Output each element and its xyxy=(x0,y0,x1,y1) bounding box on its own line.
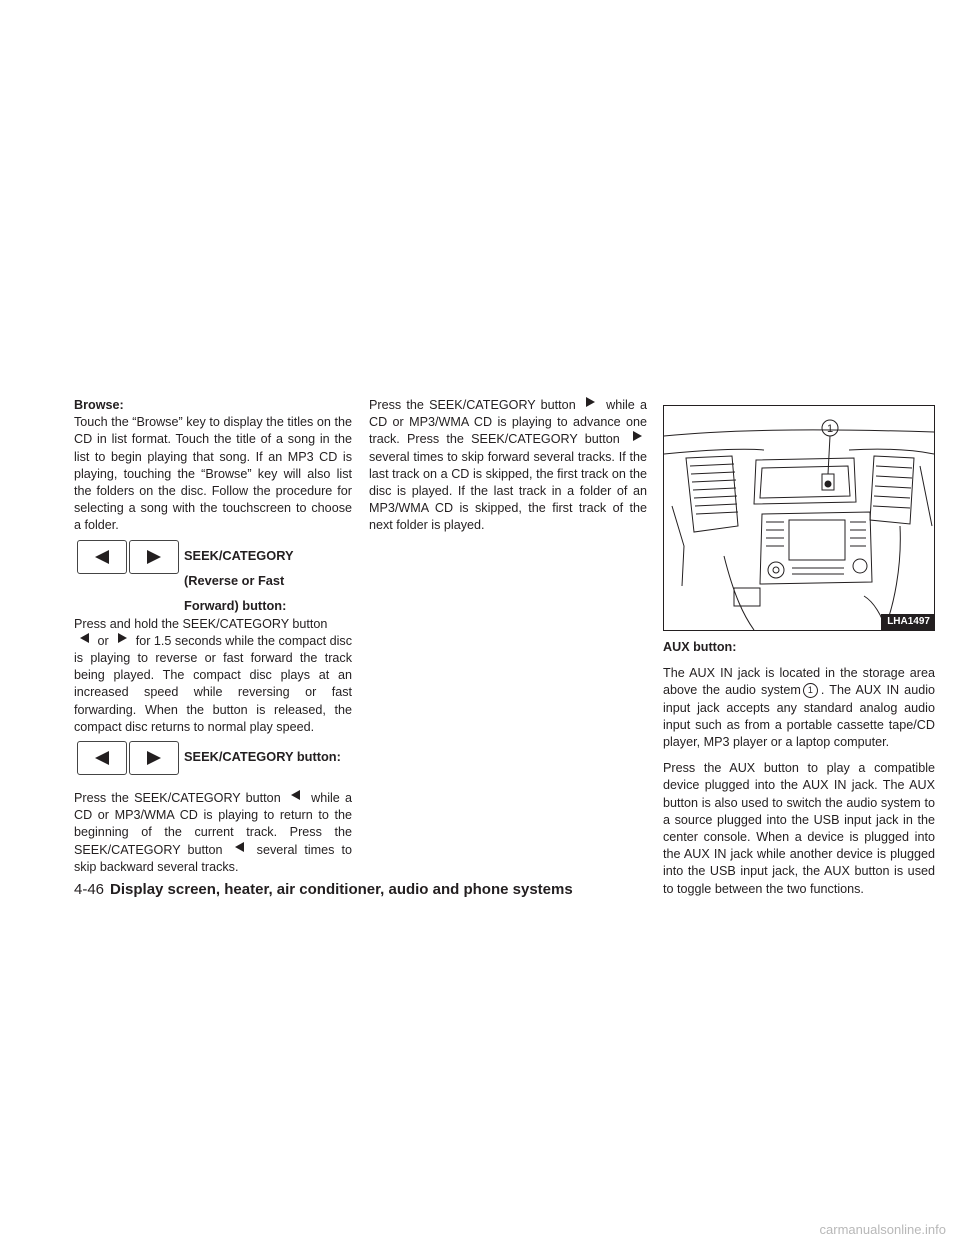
back-text-b: while a CD or MP3/WMA CD is playing to return to the beginning of the current track. Press the SEEK/CATEGORY button xyxy=(74,791,353,857)
fwd-text-b: while a CD or MP3/WMA CD is playing to advance one track. Press the SEEK/CATEGORY button xyxy=(369,398,648,447)
watermark: carmanualsonline.info xyxy=(819,1222,946,1237)
seek-category-label xyxy=(184,543,294,618)
browse-paragraph: Touch the “Browse” key to display the titles on the CD in list format. Touch the title of a song in the list to begin playing that song. If an MP3 CD is playing, touching the “Browse” key will also list the folders on the disc. Follow the procedure for selecting a song with the touchscreen to choose a folder. xyxy=(74,415,352,533)
column-2 xyxy=(369,397,647,535)
press-hold-text-b: for 1.5 seconds while the compact disc is playing to reverse or fast forward the track being played. The compact disc plays at an increased speed while reversing or fast forwarding. When the button is released, the compact disc returns to normal play speed. xyxy=(74,633,353,734)
press-hold-text-a: Press and hold the SEEK/CATEGORY button xyxy=(74,616,328,631)
aux-jack-figure xyxy=(663,405,935,631)
aux-paragraph-1 xyxy=(663,665,935,751)
seek-category-button-label: SEEK/CATEGORY button: xyxy=(184,749,341,765)
back-text-c: several times to skip backward several tracks. xyxy=(74,842,353,874)
aux-p1-text-a: The AUX IN jack is located in the storage area above the audio system xyxy=(663,666,935,698)
aux-paragraph-2: Press the AUX button to play a compatible device plugged into the AUX IN jack. The AUX button is also used to switch the audio system to a source plugged into the USB input jack in the center console. When a device is plugged into the AUX IN jack while another device is plugged into the USB input jack, the AUX button is used to toggle between the two functions. xyxy=(663,761,935,896)
press-hold-or: or xyxy=(97,633,109,648)
back-text-a: Press the SEEK/CATEGORY button xyxy=(74,791,281,806)
reverse-button-icon-2 xyxy=(77,741,127,775)
figure-id: LHA1497 xyxy=(881,614,934,630)
column-3 xyxy=(663,405,935,898)
section-title: Display screen, heater, air conditioner, audio and phone systems xyxy=(110,881,573,898)
forward-button-icon-2 xyxy=(129,741,179,775)
press-hold-paragraph xyxy=(74,616,352,736)
seek-label-line-3: Forward) button: xyxy=(184,597,287,613)
forward-button-icon xyxy=(129,540,179,574)
triangle-left-icon xyxy=(286,790,306,807)
skip-forward-paragraph xyxy=(369,397,647,535)
column-1 xyxy=(74,397,352,876)
skip-back-paragraph xyxy=(74,790,352,876)
fwd-text-c: several times to skip forward several tracks. If the last track on a CD is skipped, the first track on the disc is played. If the last track in a folder of an MP3/WMA CD is skipped, the first track of the next folder is played. xyxy=(369,449,647,533)
triangle-right-icon xyxy=(112,633,132,650)
dashboard-illustration xyxy=(664,406,934,630)
seek-reverse-forward-button-illustration xyxy=(74,540,352,616)
page-footer xyxy=(74,880,573,900)
seek-label-line-1: SEEK/CATEGORY xyxy=(184,547,294,563)
seek-label-line-2: (Reverse or Fast xyxy=(184,572,285,588)
triangle-right-icon xyxy=(581,397,601,414)
seek-button-illustration xyxy=(74,741,352,781)
aux-p1-text-b: . The AUX IN audio input jack accepts any standard analog audio input such as from a portable cassette tape/CD player, MP3 player or a laptop computer. xyxy=(663,683,935,750)
browse-heading: Browse: xyxy=(74,398,124,412)
callout-ref-1: 1 xyxy=(803,683,818,698)
reverse-button-icon xyxy=(77,540,127,574)
triangle-left-icon xyxy=(74,633,94,650)
aux-heading: AUX button: xyxy=(663,640,737,654)
page-number: 4-46 xyxy=(74,881,105,898)
fwd-text-a: Press the SEEK/CATEGORY button xyxy=(369,398,576,412)
triangle-right-icon xyxy=(627,431,647,448)
figure-callout-1: 1 xyxy=(826,423,834,435)
triangle-left-icon xyxy=(230,842,250,859)
